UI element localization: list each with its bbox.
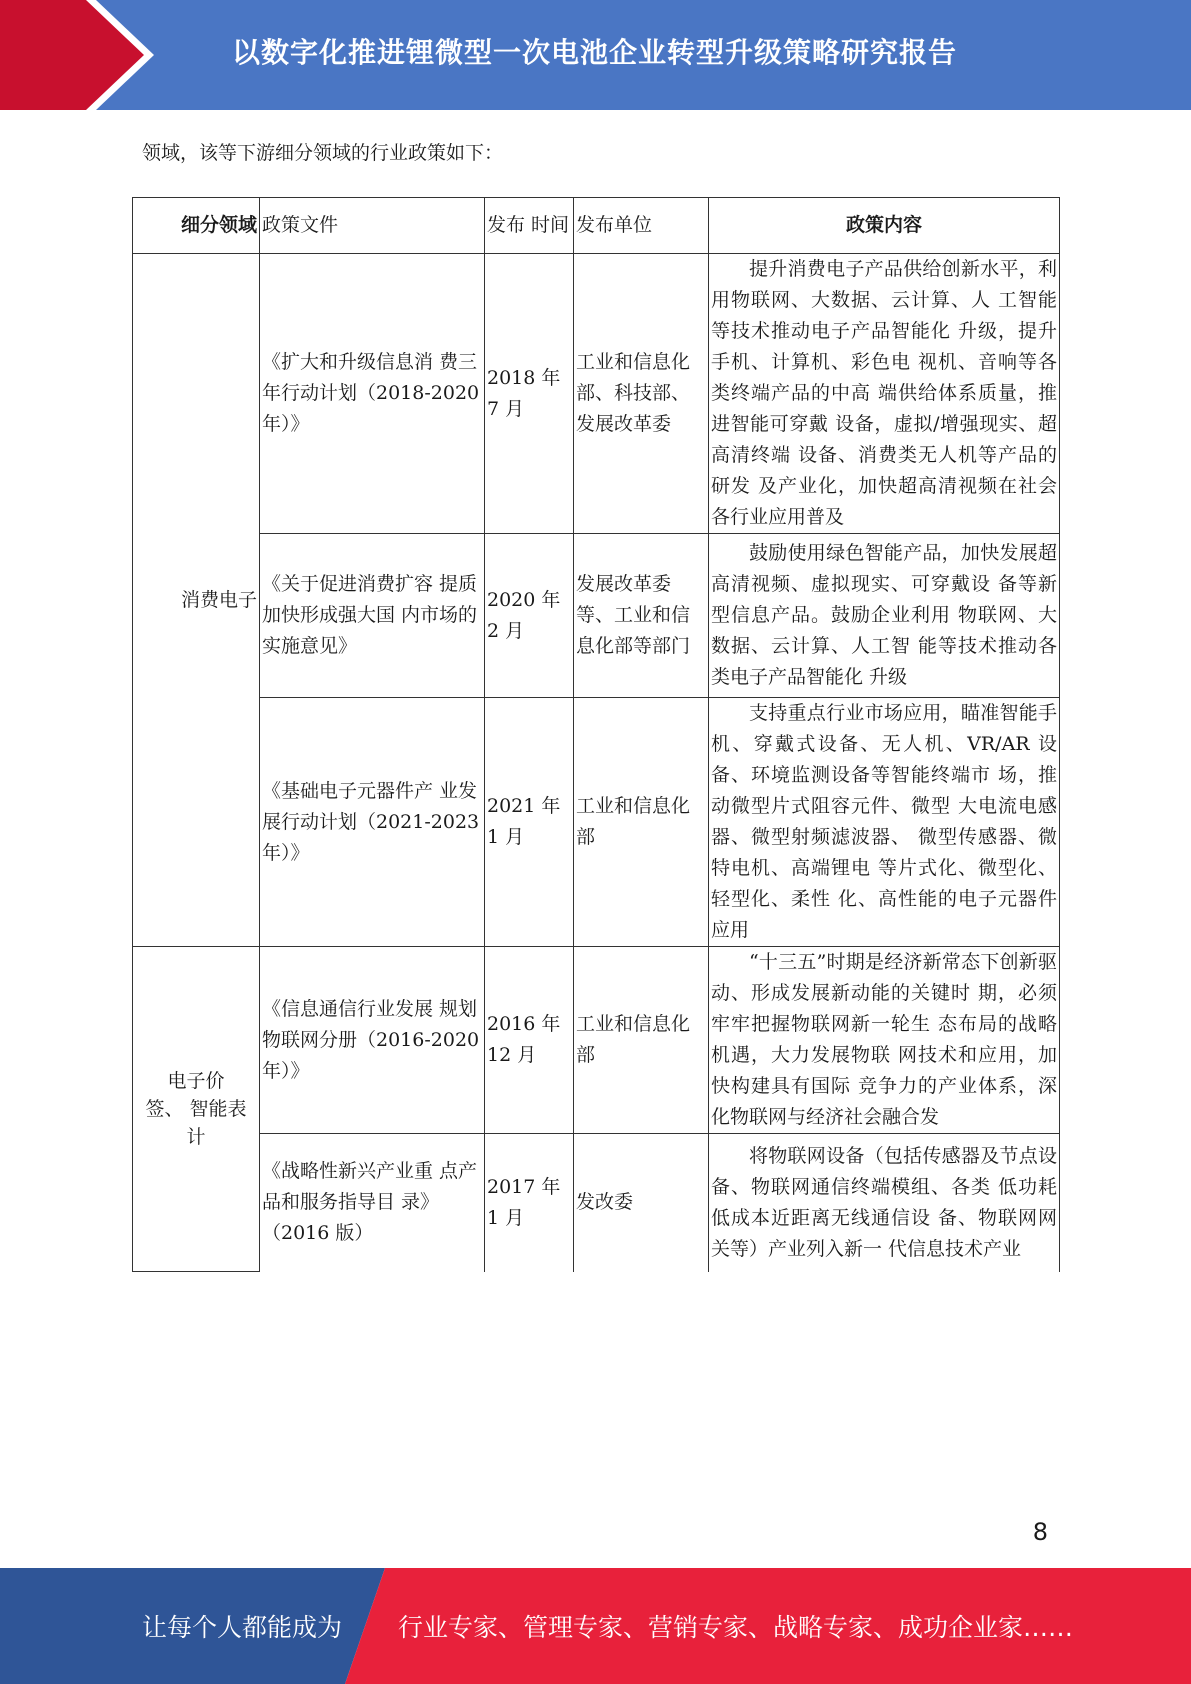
header-arrow-graphic <box>0 0 240 110</box>
date-cell: 2016 年 12 月 <box>485 947 574 1134</box>
domain-cell: 消费电子 <box>133 254 260 947</box>
content-cell: 将物联网设备（包括传感器及节点设备、物联网通信终端模组、各类 低功耗低成本近距离无线通信设 备、物联网网关等）产业列入新一 代信息技术产业 <box>709 1134 1060 1272</box>
domain-cell <box>133 947 260 1272</box>
header-issuer: 发布单位 <box>574 198 709 254</box>
date-cell: 2020 年 2 月 <box>485 534 574 698</box>
date-cell: 2018 年 7 月 <box>485 254 574 534</box>
document-cell: 《信息通信行业发展 规划物联网分册（2016-2020 年）》 <box>260 947 485 1134</box>
footer-slogan-left: 让每个人都能成为 <box>142 1613 343 1642</box>
issuer-cell: 工业和信息化部 <box>574 698 709 947</box>
domain-line: 电子价 <box>167 1070 225 1092</box>
table-row <box>133 947 1060 1134</box>
policy-table <box>132 197 1060 1272</box>
document-cell: 《扩大和升级信息消 费三年行动计划（2018-2020 年）》 <box>260 254 485 534</box>
issuer-cell: 工业和信息化部 <box>574 947 709 1134</box>
table-row <box>133 534 1060 698</box>
header-date: 发布 时间 <box>485 198 574 254</box>
document-cell: 《战略性新兴产业重 点产品和服务指导目 录》（2016 版） <box>260 1134 485 1272</box>
content-cell: 提升消费电子产品供给创新水平，利用物联网、大数据、云计算、人 工智能等技术推动电子产品智能化 升级，提升手机、计算机、彩色电 视机、音响等各类终端产品的中高 端供给体系质量，推进智能可穿戴 设备，虚拟/增强现实、超高清终端 设备、消费类无人机等产品的研发 及产业化，加快超高清视频在社会 各行业应用普及 <box>709 254 1060 534</box>
intro-paragraph: 领域，该等下游细分领域的行业政策如下： <box>142 142 504 164</box>
date-cell: 2017 年 1 月 <box>485 1134 574 1272</box>
header-content: 政策内容 <box>709 198 1060 254</box>
table-row <box>133 1134 1060 1272</box>
footer-banner <box>0 1568 1191 1684</box>
table-row <box>133 698 1060 947</box>
header-document: 政策文件 <box>260 198 485 254</box>
issuer-cell: 发展改革委等、工业和信息化部等部门 <box>574 534 709 698</box>
content-cell: “十三五”时期是经济新常态下创新驱动、形成发展新动能的关键时 期，必须牢牢把握物联网新一轮生 态布局的战略机遇，大力发展物联 网技术和应用，加快构建具有国际 竞争力的产业体系，深化物联网与经济社会融合发 <box>709 947 1060 1134</box>
domain-line: 计 <box>186 1126 206 1148</box>
report-title: 以数字化推进锂微型一次电池企业转型升级策略研究报告 <box>232 36 958 69</box>
header-banner <box>0 0 1191 110</box>
document-cell: 《关于促进消费扩容 提质加快形成强大国 内市场的实施意见》 <box>260 534 485 698</box>
page-number: 8 <box>1032 1518 1048 1546</box>
table-row <box>133 254 1060 534</box>
header-domain: 细分领域 <box>133 198 260 254</box>
content-cell: 鼓励使用绿色智能产品，加快发展超高清视频、虚拟现实、可穿戴设 备等新型信息产品。鼓励企业利用 物联网、大数据、云计算、人工智 能等技术推动各类电子产品智能化 升级 <box>709 534 1060 698</box>
date-cell: 2021 年 1 月 <box>485 698 574 947</box>
domain-line: 签、 智能表 <box>145 1098 247 1120</box>
document-cell: 《基础电子元器件产 业发展行动计划（2021-2023 年）》 <box>260 698 485 947</box>
content-cell: 支持重点行业市场应用，瞄准智能手机、穿戴式设备、无人机、VR/AR 设备、环境监测设备等智能终端市 场，推动微型片式阻容元件、微型 大电流电感器、微型射频滤波器、 微型传感器、微特电机、高端锂电 等片式化、微型化、轻型化、柔性 化、高性能的电子元器件应用 <box>709 698 1060 947</box>
footer-slogan-right: 行业专家、管理专家、营销专家、战略专家、成功企业家…… <box>398 1613 1074 1642</box>
issuer-cell: 发改委 <box>574 1134 709 1272</box>
table-header-row <box>133 198 1060 254</box>
issuer-cell: 工业和信息化部、科技部、发展改革委 <box>574 254 709 534</box>
